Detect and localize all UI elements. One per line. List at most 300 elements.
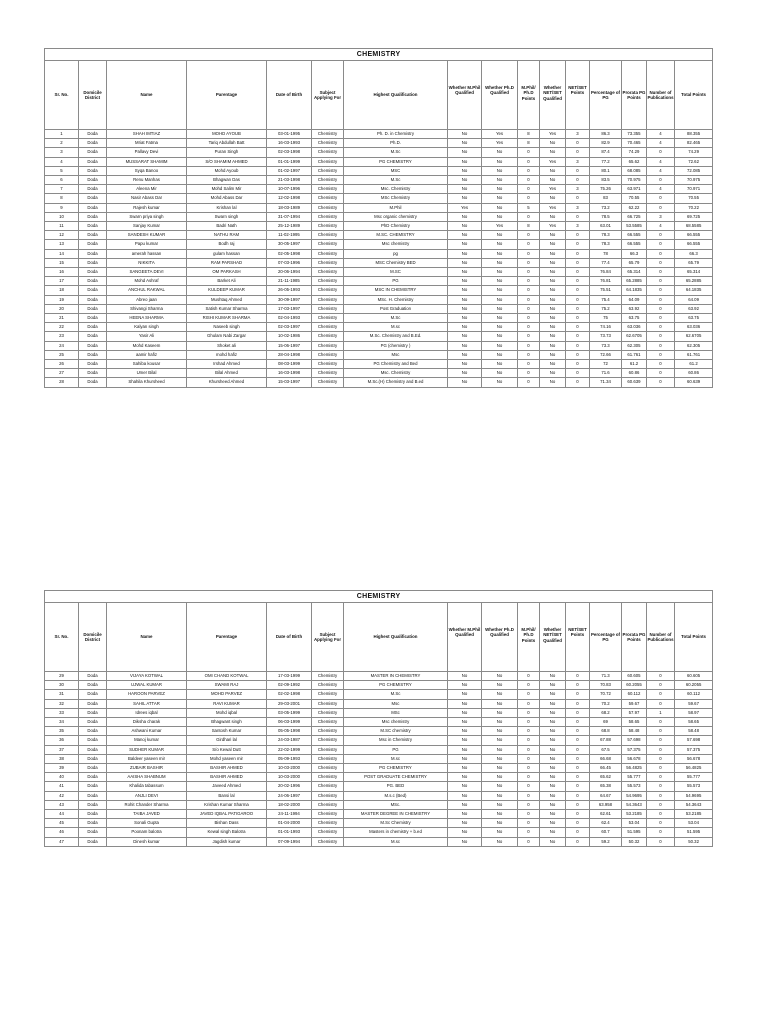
table-cell: No xyxy=(482,194,518,203)
table-cell: Doda xyxy=(79,378,107,387)
table-cell: No xyxy=(482,672,518,681)
table-cell: Doda xyxy=(79,222,107,231)
table-cell: No xyxy=(482,828,518,837)
table-cell: Doda xyxy=(79,166,107,175)
table-cell: No xyxy=(448,727,482,736)
table-cell: Mohd iqbal xyxy=(187,708,267,717)
table-cell: Chemistry xyxy=(312,727,344,736)
table-cell: 0 xyxy=(647,268,675,277)
table-cell: Doda xyxy=(79,745,107,754)
table-cell: No xyxy=(448,240,482,249)
table-cell: 07-09-1994 xyxy=(267,837,312,846)
table-cell: 17-03-1999 xyxy=(267,672,312,681)
table-cell: No xyxy=(448,360,482,369)
table-title: CHEMISTRY xyxy=(45,591,713,603)
table-cell: 65.79 xyxy=(622,258,647,267)
table-cell: 4 xyxy=(647,139,675,148)
table-cell: Chemistry xyxy=(312,176,344,185)
table-cell: 10-03-2000 xyxy=(267,764,312,773)
table-cell: No xyxy=(448,148,482,157)
table-cell: No xyxy=(482,360,518,369)
table-cell: 0 xyxy=(566,828,590,837)
table-cell: NATHU RAM xyxy=(187,231,267,240)
table-cell: MASTER DEGREE IN CHEMISTRY xyxy=(344,810,448,819)
table-cell: No xyxy=(448,258,482,267)
table-cell: 21 xyxy=(45,314,79,323)
table-cell: Doda xyxy=(79,810,107,819)
table-title: CHEMISTRY xyxy=(45,49,713,61)
table-cell: ANCHUL RAKWAL xyxy=(107,286,187,295)
table-cell: Bishan Dass xyxy=(187,819,267,828)
table-row xyxy=(45,203,713,212)
table-cell: Chemistry xyxy=(312,185,344,194)
table-cell: No xyxy=(482,736,518,745)
table-cell: No xyxy=(482,800,518,809)
table-cell: Ghulam Nabi Zargar xyxy=(187,332,267,341)
table-cell: 62.305 xyxy=(675,341,713,350)
table-cell: 0 xyxy=(647,231,675,240)
table-row xyxy=(45,176,713,185)
table-cell: Doda xyxy=(79,130,107,139)
table-cell: 02-02-1998 xyxy=(267,690,312,699)
table-cell: 0 xyxy=(647,148,675,157)
table-cell: 31-07-1994 xyxy=(267,212,312,221)
table-cell: 0 xyxy=(566,295,590,304)
table-cell: mohd hafiz xyxy=(187,350,267,359)
table-cell: No xyxy=(482,718,518,727)
table-cell: Umer Bilal xyxy=(107,369,187,378)
table-cell: 0 xyxy=(566,378,590,387)
table-cell: M.sc xyxy=(344,754,448,763)
table-cell: M.s.c (Bed) xyxy=(344,791,448,800)
table-cell: HEENA SHARMA xyxy=(107,314,187,323)
table-cell: M.sc xyxy=(344,323,448,332)
table-cell: RISHI KUMAR SHARMA xyxy=(187,314,267,323)
table-cell: MSc. H. Chemistry xyxy=(344,295,448,304)
table-cell: Msc chemistry xyxy=(344,240,448,249)
table-cell: 0 xyxy=(647,176,675,185)
table-cell: 72.66 xyxy=(590,350,622,359)
table-cell: 0 xyxy=(518,341,540,350)
column-header: Whether M.Phil Qualified xyxy=(448,603,482,672)
column-header: Domicile District xyxy=(79,61,107,130)
table-cell: 58.65 xyxy=(675,718,713,727)
table-cell: No xyxy=(482,323,518,332)
table-cell: No xyxy=(540,810,566,819)
table-cell: Msc chemistry xyxy=(344,718,448,727)
table-cell: No xyxy=(448,378,482,387)
table-cell: Doda xyxy=(79,212,107,221)
table-cell: Chemistry xyxy=(312,130,344,139)
table-cell: 0 xyxy=(566,773,590,782)
table-cell: 0 xyxy=(566,819,590,828)
table-cell: M.Sc. Chemistry and B.Ed. xyxy=(344,332,448,341)
table-cell: Javeed Ahmed xyxy=(187,782,267,791)
table-cell: JAVED IQBAL PATIGAROO xyxy=(187,810,267,819)
table-cell: SANGEETA DEVI xyxy=(107,268,187,277)
table-cell: 0 xyxy=(647,350,675,359)
table-cell: No xyxy=(540,176,566,185)
table-cell: 73.355 xyxy=(622,130,647,139)
column-header: Whether NET/SET Qualified xyxy=(540,61,566,130)
table-cell: 10-03-2000 xyxy=(267,773,312,782)
table-cell: No xyxy=(448,764,482,773)
table-cell: Yes xyxy=(540,185,566,194)
table-cell: Chemistry xyxy=(312,672,344,681)
table-cell: 62.61 xyxy=(590,810,622,819)
table-cell: 53.04 xyxy=(675,819,713,828)
table-cell: 0 xyxy=(647,819,675,828)
table-cell: No xyxy=(448,350,482,359)
table-cell: 31 xyxy=(45,690,79,699)
table-cell: Chemistry xyxy=(312,231,344,240)
table-cell: Chemistry xyxy=(312,681,344,690)
table-cell: Puran Singh xyxy=(187,148,267,157)
table-cell: No xyxy=(448,194,482,203)
table-cell: No xyxy=(482,773,518,782)
table-cell: Doda xyxy=(79,176,107,185)
table-row xyxy=(45,268,713,277)
table-cell: Manoj kumar xyxy=(107,736,187,745)
table-cell: Shivangi Sharma xyxy=(107,304,187,313)
table-cell: 0 xyxy=(647,314,675,323)
table-cell: No xyxy=(482,369,518,378)
column-header: Date of Birth xyxy=(267,603,312,672)
table-cell: 54.9695 xyxy=(622,791,647,800)
table-cell: No xyxy=(448,286,482,295)
table-cell: Doda xyxy=(79,304,107,313)
table-cell: 0 xyxy=(566,699,590,708)
column-header: Date of Birth xyxy=(267,61,312,130)
table-cell: Chemistry xyxy=(312,332,344,341)
table-cell: No xyxy=(482,782,518,791)
table-cell: OM PARKASH xyxy=(187,268,267,277)
table-cell: 75.2 xyxy=(590,304,622,313)
table-cell: 0 xyxy=(518,699,540,708)
table-cell: No xyxy=(482,185,518,194)
table-cell: 0 xyxy=(518,194,540,203)
table-cell: Nasir Abass Dar xyxy=(107,194,187,203)
table-cell: 0 xyxy=(518,212,540,221)
merit-table xyxy=(44,48,713,388)
table-cell: PG CHEMISTRY xyxy=(344,157,448,166)
table-cell: Bilal Ahmed xyxy=(187,369,267,378)
table-cell: 11 xyxy=(45,222,79,231)
table-cell: No xyxy=(540,231,566,240)
table-cell: 15-03-1997 xyxy=(267,378,312,387)
table-cell: 0 xyxy=(566,350,590,359)
table-cell: Chemistry xyxy=(312,249,344,258)
table-cell: 0 xyxy=(647,810,675,819)
table-cell: 0 xyxy=(518,332,540,341)
table-cell: 63.75 xyxy=(622,314,647,323)
table-cell: 03-01-1995 xyxy=(267,130,312,139)
table-cell: 30-09-1997 xyxy=(267,295,312,304)
table-cell: 0 xyxy=(518,304,540,313)
column-header: Prorata PG Points xyxy=(622,61,647,130)
table-cell: MUSSARAT SHAMIM xyxy=(107,157,187,166)
table-cell: 25-12-1989 xyxy=(267,222,312,231)
table-cell: No xyxy=(482,690,518,699)
table-cell: 71.34 xyxy=(590,378,622,387)
table-cell: 73.2 xyxy=(590,203,622,212)
table-cell: Mohd Kaseem xyxy=(107,341,187,350)
table-cell: Tariq Abdullah Batt xyxy=(187,139,267,148)
table-cell: 83 xyxy=(590,194,622,203)
table-cell: 0 xyxy=(518,277,540,286)
column-header: Subject Applying For xyxy=(312,61,344,130)
table-cell: 2 xyxy=(45,139,79,148)
table-cell: 65.62 xyxy=(622,157,647,166)
table-cell: No xyxy=(540,332,566,341)
table-cell: M.SC chemistry xyxy=(344,727,448,736)
table-cell: 0 xyxy=(518,323,540,332)
table-cell: No xyxy=(482,268,518,277)
table-cell: 62.6705 xyxy=(622,332,647,341)
table-cell: 8 xyxy=(518,222,540,231)
table-cell: No xyxy=(448,837,482,846)
table-cell: 0 xyxy=(566,800,590,809)
table-cell: Chemistry xyxy=(312,828,344,837)
table-cell: SWAMI RAJ xyxy=(187,681,267,690)
table-cell: No xyxy=(540,672,566,681)
table-cell: 72.085 xyxy=(675,166,713,175)
table-cell: 60.639 xyxy=(622,378,647,387)
table-cell: 51.595 xyxy=(622,828,647,837)
table-cell: 10 xyxy=(45,212,79,221)
table-cell: 60.7 xyxy=(590,828,622,837)
table-cell: M.SC. CHEMISTRY xyxy=(344,231,448,240)
table-cell: 35 xyxy=(45,727,79,736)
table-cell: 0 xyxy=(647,360,675,369)
table-cell: 0 xyxy=(518,286,540,295)
table-cell: 50.32 xyxy=(675,837,713,846)
table-cell: Yes xyxy=(448,203,482,212)
table-cell: Chemistry xyxy=(312,350,344,359)
table-row xyxy=(45,249,713,258)
table-cell: 0 xyxy=(518,727,540,736)
table-cell: 0 xyxy=(518,754,540,763)
table-cell: 77.4 xyxy=(590,258,622,267)
table-cell: Naseeb singh xyxy=(187,323,267,332)
column-header: Sr. No. xyxy=(45,61,79,130)
table-cell: Chemistry xyxy=(312,754,344,763)
table-cell: 70.975 xyxy=(622,176,647,185)
table-cell: 63.958 xyxy=(590,800,622,809)
table-cell: No xyxy=(540,314,566,323)
table-cell: 60.605 xyxy=(622,672,647,681)
table-row xyxy=(45,754,713,763)
table-cell: MSc. xyxy=(344,800,448,809)
table-cell: M.Sc xyxy=(344,690,448,699)
table-cell: Idrees iqbal xyxy=(107,708,187,717)
table-cell: 0 xyxy=(647,304,675,313)
table-row xyxy=(45,819,713,828)
table-cell: No xyxy=(540,736,566,745)
table-cell: SHAH IMTIAZ xyxy=(107,130,187,139)
table-cell: SUDHER KUMAR xyxy=(107,745,187,754)
table-cell: Doda xyxy=(79,295,107,304)
table-cell: 59.67 xyxy=(622,699,647,708)
table-cell: 26 xyxy=(45,360,79,369)
table-cell: 65.314 xyxy=(622,268,647,277)
table-cell: 02-03-1997 xyxy=(267,323,312,332)
table-cell: No xyxy=(482,341,518,350)
table-row xyxy=(45,240,713,249)
table-cell: 0 xyxy=(647,194,675,203)
table-row xyxy=(45,810,713,819)
table-cell: Chemistry xyxy=(312,736,344,745)
table-cell: 37 xyxy=(45,745,79,754)
table-cell: MSC IN CHEMISTRY xyxy=(344,286,448,295)
table-row xyxy=(45,130,713,139)
merit-table xyxy=(44,590,713,847)
table-cell: BASHIR AHMED xyxy=(187,764,267,773)
table-cell: 47 xyxy=(45,837,79,846)
table-body xyxy=(45,672,713,847)
table-row xyxy=(45,360,713,369)
table-cell: 60.639 xyxy=(675,378,713,387)
table-cell: 70.55 xyxy=(675,194,713,203)
column-header: Whether NET/SET Qualified xyxy=(540,603,566,672)
table-cell: 24-06-1997 xyxy=(267,791,312,800)
table-cell: Doda xyxy=(79,736,107,745)
table-cell: Msc. Chemistry xyxy=(344,185,448,194)
table-cell: No xyxy=(482,203,518,212)
table-cell: 5 xyxy=(518,203,540,212)
table-cell: 29-03-2001 xyxy=(267,699,312,708)
table-row xyxy=(45,231,713,240)
table-cell: 0 xyxy=(518,295,540,304)
table-cell: 51.595 xyxy=(675,828,713,837)
table-cell: Santosh Kumar xyxy=(187,727,267,736)
table-cell: 0 xyxy=(566,194,590,203)
table-cell: PG CHEMISTRY xyxy=(344,764,448,773)
table-cell: Msc organic chemistry xyxy=(344,212,448,221)
table-cell: 41 xyxy=(45,782,79,791)
table-cell: Doda xyxy=(79,727,107,736)
table-cell: RAVI KUMAR xyxy=(187,699,267,708)
table-cell: 01-04-2000 xyxy=(267,819,312,828)
table-cell: 0 xyxy=(566,727,590,736)
table-cell: 5 xyxy=(45,166,79,175)
table-cell: 0 xyxy=(518,810,540,819)
table-cell: 74.16 xyxy=(590,323,622,332)
table-cell: 0 xyxy=(518,268,540,277)
table-cell: 10-02-1986 xyxy=(267,332,312,341)
table-cell: 0 xyxy=(647,672,675,681)
table-cell: No xyxy=(540,718,566,727)
table-cell: 66.45 xyxy=(590,764,622,773)
table-cell: Doda xyxy=(79,773,107,782)
table-cell: Ashwani Kumar xyxy=(107,727,187,736)
table-cell: 02-05-1998 xyxy=(267,249,312,258)
table-cell: Doda xyxy=(79,157,107,166)
table-cell: 76.84 xyxy=(590,268,622,277)
table-cell: 0 xyxy=(518,258,540,267)
table-cell: 0 xyxy=(566,314,590,323)
table-cell: Doda xyxy=(79,231,107,240)
table-cell: 0 xyxy=(518,166,540,175)
table-cell: 0 xyxy=(647,782,675,791)
table-cell: 19 xyxy=(45,295,79,304)
table-cell: 0 xyxy=(518,819,540,828)
table-cell: 05-05-1998 xyxy=(267,727,312,736)
table-cell: 0 xyxy=(566,231,590,240)
table-cell: 73.3 xyxy=(590,341,622,350)
table-cell: No xyxy=(540,194,566,203)
table-cell: No xyxy=(540,837,566,846)
table-row xyxy=(45,791,713,800)
table-row xyxy=(45,773,713,782)
table-cell: No xyxy=(482,745,518,754)
table-cell: No xyxy=(540,341,566,350)
table-cell: 63.971 xyxy=(622,185,647,194)
table-cell: 0 xyxy=(518,369,540,378)
table-cell: No xyxy=(540,350,566,359)
column-header: Whether Ph.D Qualified xyxy=(482,603,518,672)
table-cell: 0 xyxy=(647,791,675,800)
table-cell: 0 xyxy=(647,277,675,286)
table-cell: Yes xyxy=(540,130,566,139)
table-cell: 62.6705 xyxy=(675,332,713,341)
table-cell: Chemistry xyxy=(312,782,344,791)
table-cell: 64.09 xyxy=(622,295,647,304)
table-cell: 15 xyxy=(45,258,79,267)
table-cell: 8 xyxy=(45,194,79,203)
table-cell: Chemistry xyxy=(312,139,344,148)
table-cell: No xyxy=(448,166,482,175)
table-cell: No xyxy=(448,212,482,221)
table-cell: SAHIL ATTAR xyxy=(107,699,187,708)
table-cell: 4 xyxy=(647,185,675,194)
column-header: Whether M.Phil Qualified xyxy=(448,61,482,130)
table-cell: 01-02-1997 xyxy=(267,166,312,175)
table-cell: 70.72 xyxy=(590,690,622,699)
table-cell: 18 xyxy=(45,286,79,295)
table-cell: Doda xyxy=(79,800,107,809)
table-cell: 42 xyxy=(45,791,79,800)
table-cell: Papu kumar xyxy=(107,240,187,249)
table-cell: 3 xyxy=(647,212,675,221)
table-cell: 70.22 xyxy=(675,203,713,212)
table-cell: 69.725 xyxy=(675,212,713,221)
table-cell: Doda xyxy=(79,690,107,699)
table-cell: No xyxy=(448,157,482,166)
table-cell: No xyxy=(540,708,566,717)
table-cell: 24-03-1987 xyxy=(267,736,312,745)
table-cell: aamir hafiz xyxy=(107,350,187,359)
table-cell: No xyxy=(448,708,482,717)
table-cell: Rohit Chander Sharma xyxy=(107,800,187,809)
table-row xyxy=(45,828,713,837)
table-cell: 0 xyxy=(566,176,590,185)
table-row xyxy=(45,378,713,387)
table-cell: 62.4 xyxy=(590,819,622,828)
table-row xyxy=(45,690,713,699)
table-cell: No xyxy=(448,810,482,819)
table-cell: 74.29 xyxy=(622,148,647,157)
table-cell: 70.971 xyxy=(675,185,713,194)
table-cell: Sanjay Kumar xyxy=(107,222,187,231)
table-cell: M.Sc xyxy=(344,314,448,323)
table-cell: 06-03-1999 xyxy=(267,718,312,727)
table-cell: No xyxy=(482,681,518,690)
table-cell: 0 xyxy=(566,277,590,286)
table-cell: 65.62 xyxy=(590,773,622,782)
column-header: Name xyxy=(107,603,187,672)
table-cell: Barket Ali xyxy=(187,277,267,286)
